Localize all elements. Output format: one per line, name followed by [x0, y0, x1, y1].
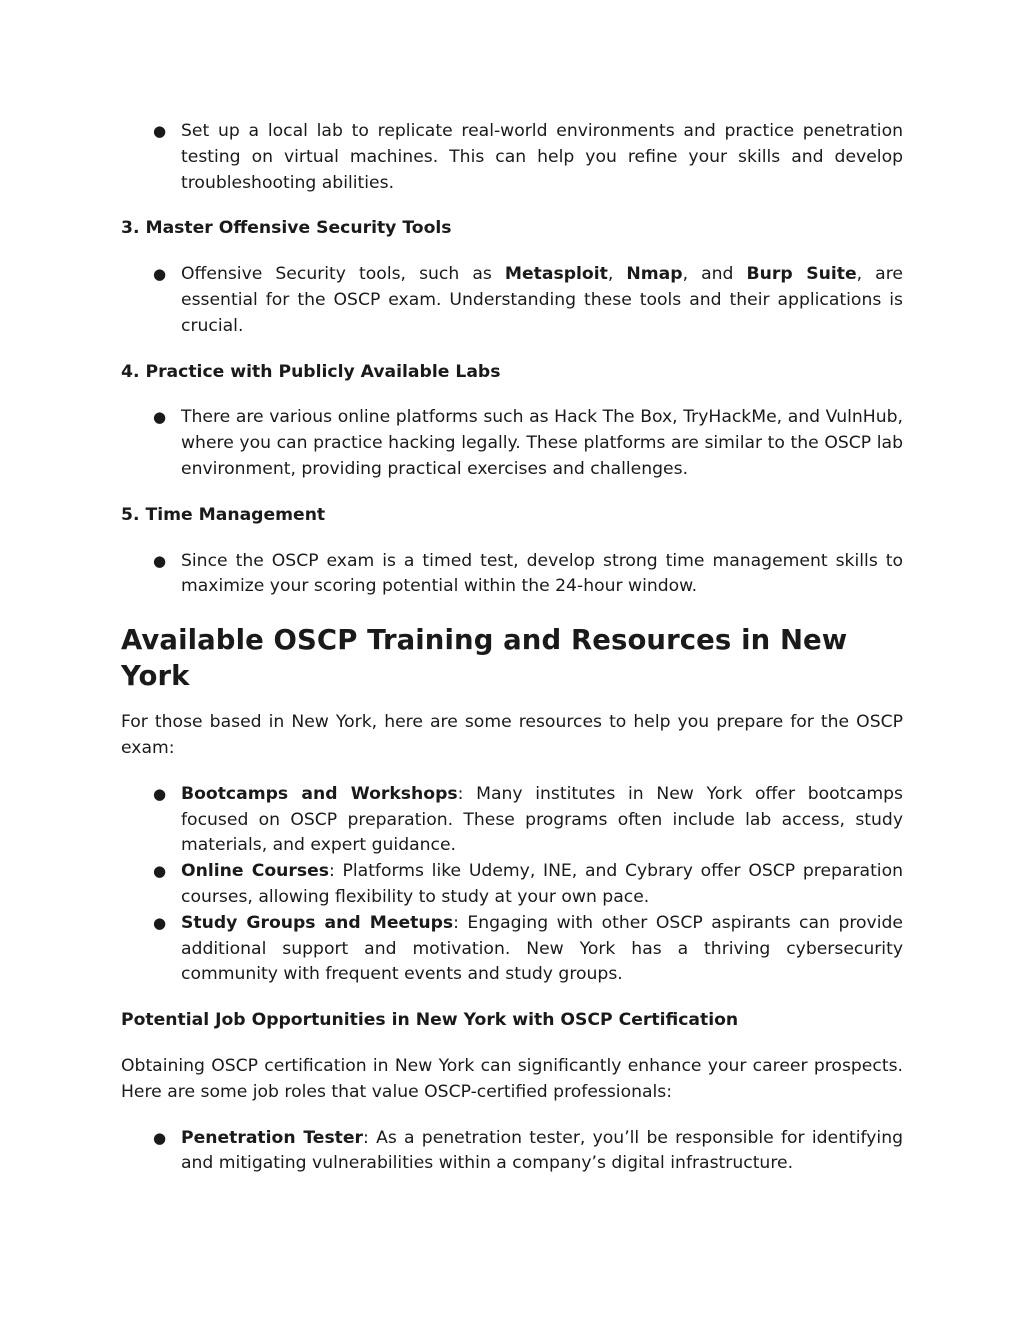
list-item: [153, 119, 903, 196]
list-item-text: , are essential for the OSCP exam. Understanding these tools and their applications is crucial.: [181, 264, 903, 336]
bullet-icon: ●: [153, 551, 167, 570]
list-item-bold: Study Groups and Meetups: [181, 912, 454, 933]
bullet-icon: ●: [153, 265, 167, 284]
list-item: [153, 782, 903, 859]
list-item-text: ,: [607, 264, 627, 285]
training-intro: For those based in New York, here are some resources to help you prepare for the OSCP exam:: [121, 712, 903, 758]
list-item-bold: Penetration Tester: [181, 1127, 364, 1148]
list-item-text: : Platforms like Udemy, INE, and Cybrary offer OSCP preparation courses, allowing flexibility to study at your own pace.: [181, 861, 903, 907]
list-item-text: , and: [682, 264, 747, 285]
section-heading-time: 5. Time Management: [121, 504, 326, 525]
tool-metasploit: Metasploit: [504, 264, 608, 285]
list-item: [153, 262, 903, 339]
list-item: [153, 1126, 903, 1178]
list-item: [153, 911, 903, 988]
bullet-icon: ●: [153, 1128, 167, 1147]
list-item-text: : Engaging with other OSCP aspirants can provide additional support and motivation. New York has a thriving cybersecurity community with frequent events and study groups.: [181, 912, 903, 985]
tools-bullet-list: [153, 262, 903, 339]
labs-bullet-list: [153, 405, 903, 482]
jobs-intro: Obtaining OSCP certification in New York can significantly enhance your career prospects. Here are some job roles that value OSCP-certified professionals:: [121, 1055, 903, 1102]
list-item-text: Set up a local lab to replicate real-world environments and practice penetration testing on virtual machines. This can help you refine your skills and develop troubleshooting abilities.: [181, 121, 903, 193]
list-item: [153, 549, 903, 601]
list-item: [153, 405, 903, 482]
list-item-text: : Many institutes in New York offer bootcamps focused on OSCP preparation. These programs often include lab access, study materials, and expert guidance.: [181, 783, 903, 856]
bullet-icon: ●: [153, 913, 167, 932]
list-item: [153, 859, 903, 911]
training-bullet-list: [153, 782, 903, 988]
list-item-text: Offensive Security tools, such as: [181, 264, 505, 285]
list-item-text: Since the OSCP exam is a timed test, develop strong time management skills to maximize your scoring potential within the 24-hour window.: [181, 550, 903, 597]
list-item-text: : As a penetration tester, you’ll be responsible for identifying and mitigating vulnerabilities within a company’s digital infrastructure.: [181, 1127, 903, 1174]
training-heading: Available OSCP Training and Resources in New York: [121, 624, 848, 693]
section-heading-tools: 3. Master Offensive Security Tools: [121, 218, 452, 239]
lab-bullet-list: [153, 119, 903, 196]
list-item-bold: Bootcamps and Workshops: [181, 783, 458, 804]
jobs-heading: Potential Job Opportunities in New York with OSCP Certification: [121, 1010, 739, 1031]
tool-nmap: Nmap: [626, 264, 683, 285]
section-heading-labs: 4. Practice with Publicly Available Labs: [121, 361, 501, 382]
bullet-icon: ●: [153, 122, 167, 140]
jobs-bullet-list: [153, 1126, 903, 1178]
list-item-text: There are various online platforms such as Hack The Box, TryHackMe, and VulnHub, where you can practice hacking legally. These platforms are similar to the OSCP lab environment, providing practical exercises and challenges.: [181, 407, 903, 479]
list-item-bold: Online Courses: [181, 861, 330, 882]
bullet-icon: ●: [153, 784, 167, 803]
bullet-icon: ●: [153, 408, 167, 427]
time-bullet-list: [153, 549, 903, 601]
bullet-icon: ●: [153, 862, 167, 881]
tool-burp-suite: Burp Suite: [746, 264, 857, 285]
